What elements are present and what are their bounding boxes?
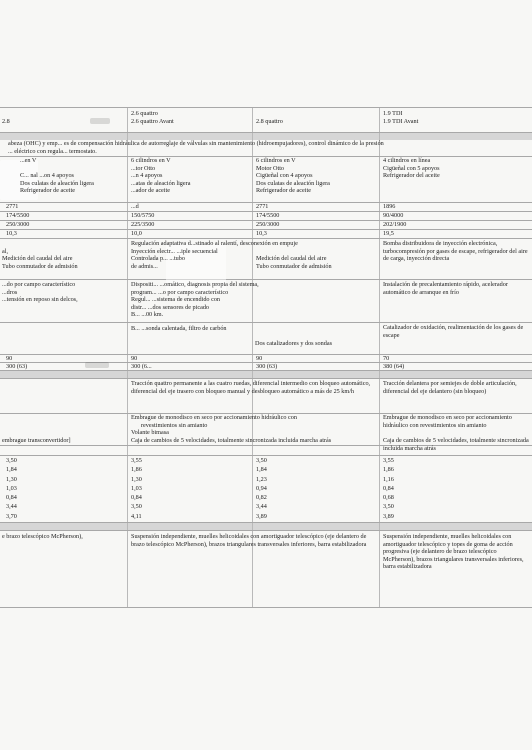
- model-name: 1.9 TDI: [383, 110, 403, 117]
- octane-2: 90: [256, 355, 263, 362]
- displacement-0: 2771: [6, 203, 19, 210]
- model-name: 2.8: [2, 118, 10, 125]
- ratios-0: 3,50 1,84 1,30 1,03 0,84 3,44 3,70: [6, 457, 17, 520]
- displacement-1: ...d: [131, 203, 139, 210]
- compression-0: 10,3: [6, 230, 17, 237]
- row-line: [0, 132, 532, 133]
- compression-2: 10,3: [256, 230, 267, 237]
- exhaust-12: B... ...sonda calentada, filtro de carbón Dos catalizadores y dos sondas: [131, 325, 332, 348]
- ratios-3: 3,55 1,86 1,16 0,84 0,68 3,50 3,89: [383, 457, 394, 520]
- range-2: 300 (63): [256, 363, 278, 370]
- clutch-12: Embrague de monodisco en seco por accionamiento hidráulico con revestimientos sin amianto Volante bimasa: [131, 414, 297, 437]
- model-name: 2.6 quattro Avant: [131, 117, 174, 125]
- model-cell-3: [383, 110, 529, 125]
- suspension-0: e brazo telescópico McPherson),: [2, 533, 83, 540]
- torque-2: 250/3000: [256, 221, 280, 228]
- row-line: [0, 522, 532, 523]
- gearbox-3: Caja de cambios de 5 velocidades, totalmente sincronizada incluida marcha atrás: [383, 437, 529, 452]
- ignition-0: ...do por campo característico ...dros ...tensión en reposo sin delcos,: [2, 281, 78, 304]
- exhaust-3: Catalizador de oxidación, realimentación de los gases de escape: [383, 324, 524, 339]
- power-2: 174/5500: [256, 212, 280, 219]
- model-name: 1.9 TDI Avant: [383, 117, 419, 125]
- range-1: 300 (6...: [131, 363, 152, 370]
- range-0: 300 (63): [6, 363, 28, 370]
- model-name: 2.6 quattro: [131, 110, 158, 117]
- engine-type-2: 6 cilindros en V Motor Otto Cigüeñal con 4 apoyos Dos culatas de aleación ligera Refrigerador de aceite: [256, 157, 330, 195]
- octane-0: 90: [6, 355, 13, 362]
- ignition-3: Instalación de precalentamiento rápido, acelerador automático de arranque en frío: [383, 281, 508, 296]
- row-line: [0, 238, 532, 239]
- engine-type-3: 4 cilindros en línea Cigüeñal con 5 apoyos Refrigerador del aceite: [383, 157, 440, 180]
- model-name: 2.8 quattro: [256, 118, 283, 125]
- traction-3: Tracción delantera por semiejes de doble articulación, diferencial del eje delantero (sin bloqueo): [383, 380, 517, 395]
- engine-description-line: ... eléctrico con regula... termostato.: [8, 147, 97, 155]
- torque-3: 202/1900: [383, 221, 407, 228]
- power-3: 90/4000: [383, 212, 404, 219]
- fuel-system-1: Regulación adaptativa d...stinado al ralentí, desconexión en empuje Inyección electr... ...iple secuencial Controlada p... ...tubo de admis...: [131, 240, 298, 270]
- engine-type-0: ...en V C... nal ...on 4 apoyos Dos culatas de aleación ligera Refrigerador de aceite: [20, 157, 94, 195]
- row-line: [0, 322, 532, 323]
- row-line: [0, 378, 532, 379]
- gearbox-12: Caja de cambios de 5 velocidades, totalmente sincronizada incluida marcha atrás: [131, 437, 332, 444]
- model-cell-0: [2, 118, 124, 126]
- power-0: 174/5500: [6, 212, 30, 219]
- engine-description: [8, 140, 532, 155]
- displacement-3: 1896: [383, 203, 396, 210]
- engine-description-line: abeza (OHC) y emp... es de compensación hidráulica de autorreglaje de válvulas sin mantenimiento (hidroempujadores), control dinámico de la presión: [8, 140, 384, 147]
- section-band-engine: [0, 132, 532, 140]
- ratios-2: 3,50 1,84 1,23 0,94 0,82 3,44 3,89: [256, 457, 267, 520]
- section-band-chassis: [0, 522, 532, 530]
- torque-0: 250/3000: [6, 221, 30, 228]
- torque-1: 225/3500: [131, 221, 155, 228]
- row-line: [0, 107, 532, 108]
- gearbox-0: embrague transconvertidor]: [2, 437, 71, 444]
- clutch-3: Embrague de monodisco en seco por accionamiento hidráulico con revestimientos sin amianto: [383, 414, 512, 429]
- traction-12: Tracción quattro permanente a las cuatro ruedas, diferencial intermedio con bloqueo automático, diferencial del eje trasero con bloqueo manual y desbloqueo automático a más de 25 km/h: [131, 380, 371, 395]
- model-cell-1: [131, 110, 251, 125]
- model-cell-2: [256, 118, 377, 126]
- column-divider: [379, 108, 380, 608]
- fuel-system-0: al, Medición del caudal del aire Tubo conmutador de admisión: [2, 247, 78, 270]
- row-line: [0, 279, 532, 280]
- range-3: 380 (64): [383, 363, 405, 370]
- suspension-3: Suspensión independiente, muelles helicoidales con amortiguador telescópico y topes de goma de acción progresiva (eje delantero de brazo telescópico McPherson), brazos triangulares transversales inferiores, barra estabilizadora: [383, 533, 524, 571]
- fuel-system-3: Bomba distribuidora de inyección electrónica, turbocompresión por gases de escape, refrigerador del aire de carga, inyección directa: [383, 240, 528, 263]
- section-band-transmission: [0, 370, 532, 378]
- power-1: 150/5750: [131, 212, 155, 219]
- compression-3: 19,5: [383, 230, 394, 237]
- ratios-1: 3,55 1,86 1,30 1,03 0,84 3,50 4,11: [131, 457, 142, 520]
- row-line: [0, 607, 532, 608]
- fuel-system-2: Medición del caudal del aire Tubo conmutador de admisión: [256, 255, 332, 270]
- suspension-12: Suspensión independiente, muelles helicoidales con amortiguador telescópico (eje delantero de brazo telescópico McPherson), brazos triangulares transversales inferiores, barra estabilizadora: [131, 533, 367, 548]
- octane-1: 90: [131, 355, 138, 362]
- displacement-2: 2771: [256, 203, 269, 210]
- engine-type-1: 6 cilindros en V ...tor Otto ...n 4 apoyos ...atas de aleación ligera ...ador de aceite: [131, 157, 191, 195]
- ignition-12: Dispositi... ...omático, diagnosis propia del sistema, program... ...o por campo característico Regul... ...sistema de encendido con distr... ...dos sensores de picado B... ...00 km.: [131, 281, 259, 319]
- octane-3: 70: [383, 355, 390, 362]
- compression-1: 10,0: [131, 230, 142, 237]
- row-line: [0, 530, 532, 531]
